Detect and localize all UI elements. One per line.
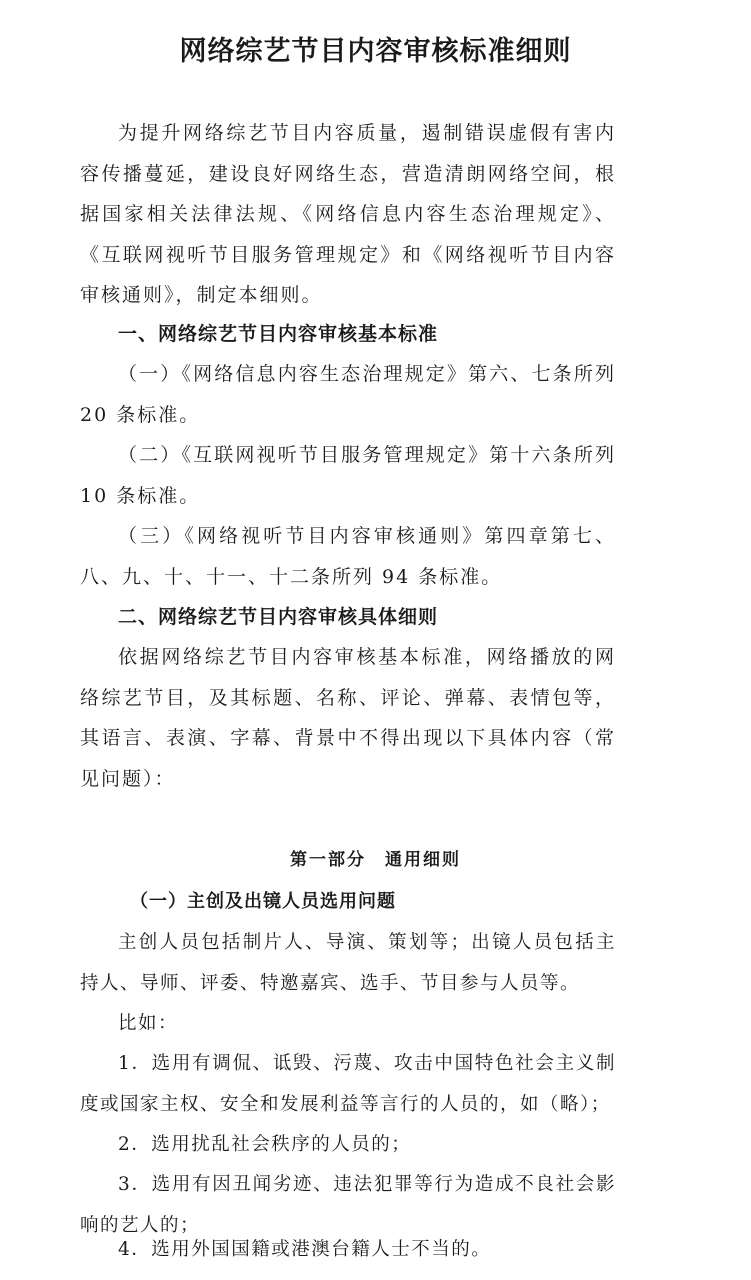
document-title: 网络综艺节目内容审核标准细则 [179,36,572,67]
list-item-1: 1．选用有调侃、诋毁、污蔑、攻击中国特色社会主义制度或国家主权、安全和发展利益等言行的人员的，如（略）； [80,1053,616,1115]
intro-paragraph: 为提升网络综艺节目内容质量，遏制错误虚假有害内容传播蔓延，建设良好网络生态，营造清朗网络空间，根据国家相关法律法规、《网络信息内容生态治理规定》、《互联网视听节目服务管理规定》和《网络视听节目内容审核通则》，制定本细则。 [80,122,616,306]
list-item-2: 2．选用扰乱社会秩序的人员的； [118,1134,412,1155]
section2-heading: 二、网络综艺节目内容审核具体细则 [118,606,439,628]
list-item-3: 3．选用有因丑闻劣迹、违法犯罪等行为造成不良社会影响的艺人的； [80,1174,616,1236]
part1-paragraph: 主创人员包括制片人、导演、策划等；出镜人员包括主持人、导师、评委、特邀嘉宾、选手、节目参与人员等。 [80,932,616,994]
section1-item-1: （一）《网络信息内容生态治理规定》第六、七条所列 20 条标准。 [80,363,616,426]
part1-example-label: 比如： [118,1013,179,1034]
section1-item-3: （三）《网络视听节目内容审核通则》第四章第七、八、九、十、十一、十二条所列 94 条标准。 [80,525,616,588]
list-item-4: 4．选用外国国籍或港澳台籍人士不当的。 [118,1239,492,1260]
part1-subheading: （一）主创及出镜人员选用问题 [130,891,396,912]
section2-paragraph: 依据网络综艺节目内容审核基本标准，网络播放的网络综艺节目，及其标题、名称、评论、弹幕、表情包等，其语言、表演、字幕、背景中不得出现以下具体内容（常见问题）： [80,646,616,790]
section1-item-2: （二）《互联网视听节目服务管理规定》第十六条所列 10 条标准。 [80,444,616,507]
part1-title: 第一部分 通用细则 [290,850,461,870]
section1-heading: 一、网络综艺节目内容审核基本标准 [118,323,439,345]
